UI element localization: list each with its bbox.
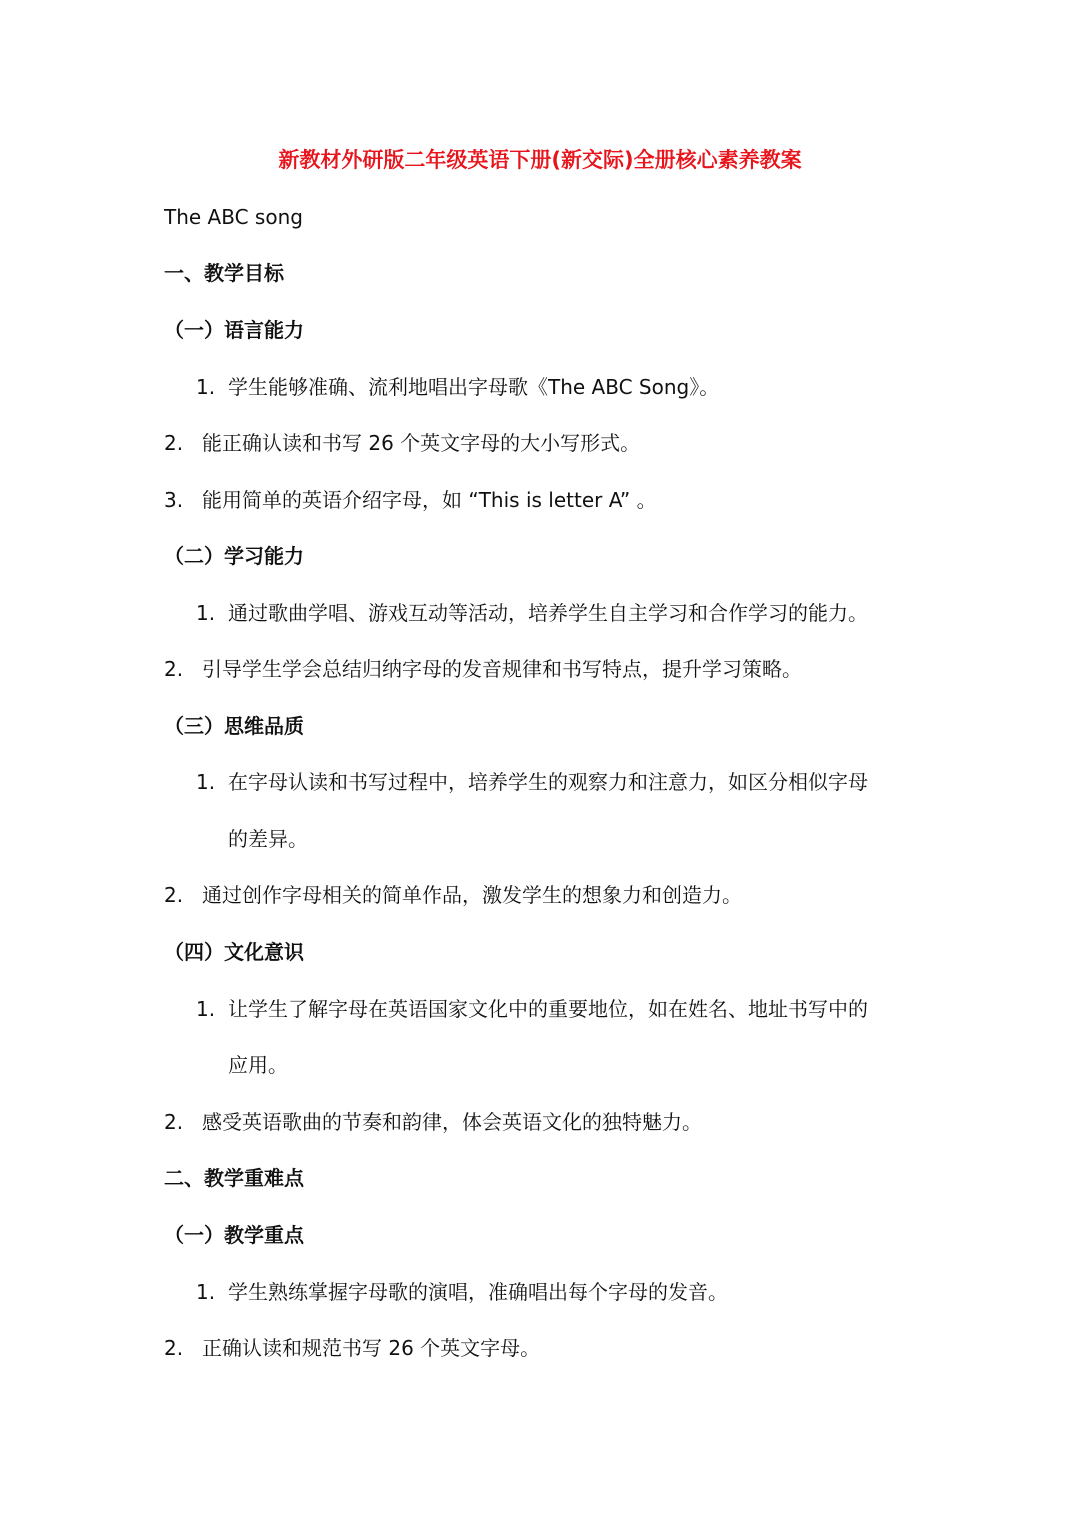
list-item-continuation: 应用。 xyxy=(228,1053,288,1077)
list-item xyxy=(196,599,868,627)
list-text: 通过创作字母相关的简单作品，激发学生的想象力和创造力。 xyxy=(202,883,742,907)
list-number: 1. xyxy=(196,1280,216,1304)
list-number: 2. xyxy=(164,1336,184,1360)
list-number: 3. xyxy=(164,488,184,512)
list-item xyxy=(164,881,742,909)
list-number: 2. xyxy=(164,657,184,681)
list-number: 1. xyxy=(196,601,216,625)
list-text: 通过歌曲学唱、游戏互动等活动，培养学生自主学习和合作学习的能力。 xyxy=(228,601,868,625)
list-text: 能用简单的英语介绍字母，如 “This is letter A” 。 xyxy=(202,488,657,512)
subsection-heading-language: （一）语言能力 xyxy=(164,318,304,342)
subsection-heading-learning: （二）学习能力 xyxy=(164,544,304,568)
list-number: 1. xyxy=(196,997,216,1021)
section-heading-key-points: 二、教学重难点 xyxy=(164,1166,304,1190)
list-text: 感受英语歌曲的节奏和韵律，体会英语文化的独特魅力。 xyxy=(202,1110,702,1134)
list-item-continuation: 的差异。 xyxy=(228,827,308,851)
list-item xyxy=(164,655,802,683)
list-number: 1. xyxy=(196,375,216,399)
list-text: 学生熟练掌握字母歌的演唱，准确唱出每个字母的发音。 xyxy=(228,1280,728,1304)
list-item xyxy=(196,768,868,796)
list-number: 2. xyxy=(164,431,184,455)
list-item xyxy=(164,1334,540,1362)
list-text: 能正确认读和书写 26 个英文字母的大小写形式。 xyxy=(202,431,641,455)
list-text: 在字母认读和书写过程中，培养学生的观察力和注意力，如区分相似字母 xyxy=(228,770,868,794)
list-text: 正确认读和规范书写 26 个英文字母。 xyxy=(202,1336,541,1360)
subsection-heading-thinking: （三）思维品质 xyxy=(164,714,304,738)
list-item xyxy=(164,429,640,457)
list-number: 2. xyxy=(164,883,184,907)
subsection-heading-focus: （一）教学重点 xyxy=(164,1223,304,1247)
list-item xyxy=(164,1108,702,1136)
document-title: 新教材外研版二年级英语下册(新交际)全册核心素养教案 xyxy=(278,148,802,172)
list-item xyxy=(196,1278,728,1306)
section-heading-objectives: 一、教学目标 xyxy=(164,261,284,285)
lesson-subtitle: The ABC song xyxy=(164,205,303,229)
list-text: 引导学生学会总结归纳字母的发音规律和书写特点，提升学习策略。 xyxy=(202,657,802,681)
list-item xyxy=(196,995,868,1023)
list-item xyxy=(164,486,657,514)
list-text: 学生能够准确、流利地唱出字母歌《The ABC Song》。 xyxy=(228,375,720,399)
list-text: 让学生了解字母在英语国家文化中的重要地位，如在姓名、地址书写中的 xyxy=(228,997,868,1021)
subsection-heading-culture: （四）文化意识 xyxy=(164,940,304,964)
list-item xyxy=(196,373,719,401)
list-number: 2. xyxy=(164,1110,184,1134)
list-number: 1. xyxy=(196,770,216,794)
